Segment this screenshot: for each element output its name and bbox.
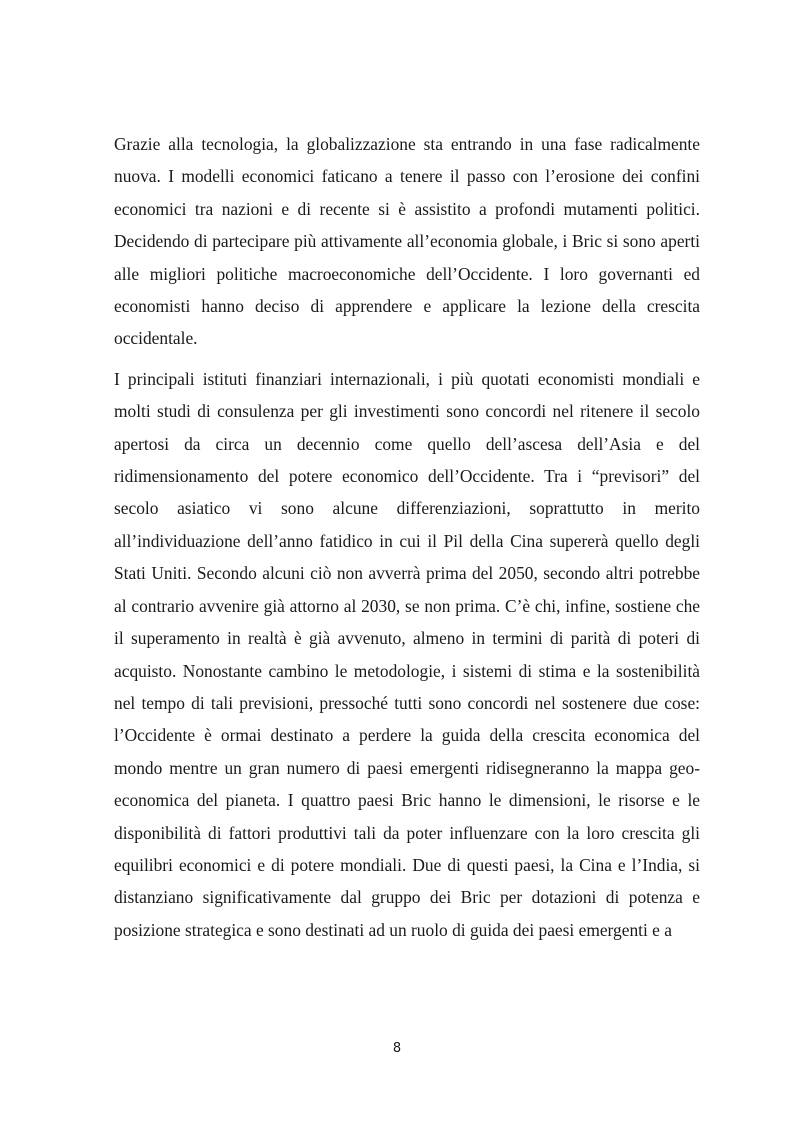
body-text	[114, 128, 700, 954]
page-number: 8	[392, 1041, 402, 1056]
paragraph-1: Grazie alla tecnologia, la globalizzazione sta entrando in una fase radicalmente nuova. I modelli economici faticano a tenere il passo con l’erosione dei confini economici tra nazioni e di recente si è assistito a profondi mutamenti politici. Decidendo di partecipare più attivamente all’economia globale, i Bric si sono aperti alle migliori politiche macroeconomiche dell’Occidente. I loro governanti ed economisti hanno deciso di apprendere e applicare la lezione della crescita occidentale.	[114, 134, 700, 349]
paragraph-2: I principali istituti finanziari internazionali, i più quotati economisti mondiali e molti studi di consulenza per gli investimenti sono concordi nel ritenere il secolo apertosi da circa un decennio come quello dell’ascesa dell’Asia e del ridimensionamento del potere economico dell’Occidente. Tra i “previsori” del secolo asiatico vi sono alcune differenziazioni, soprattutto in merito all’individuazione dell’anno fatidico in cui il Pil della Cina supererà quello degli Stati Uniti. Secondo alcuni ciò non avverrà prima del 2050, secondo altri potrebbe al contrario avvenire già attorno al 2030, se non prima. C’è chi, infine, sostiene che il superamento in realtà è già avvenuto, almeno in termini di parità di poteri di acquisto. Nonostante cambino le metodologie, i sistemi di stima e la sostenibilità nel tempo di tali previsioni, pressoché tutti sono concordi nel sostenere due cose: l’Occidente è ormai destinato a perdere la guida della crescita economica del mondo mentre un gran numero di paesi emergenti ridisegneranno la mappa geo-economica del pianeta. I quattro paesi Bric hanno le dimensioni, le risorse e le disponibilità di fattori produttivi tali da poter influenzare con la loro crescita gli equilibri economici e di potere mondiali. Due di questi paesi, la Cina e l’India, si distanziano significativamente dal gruppo dei Bric per dotazioni di potenza e posizione strategica e sono destinati ad un ruolo di guida dei paesi emergenti e a	[114, 368, 700, 940]
